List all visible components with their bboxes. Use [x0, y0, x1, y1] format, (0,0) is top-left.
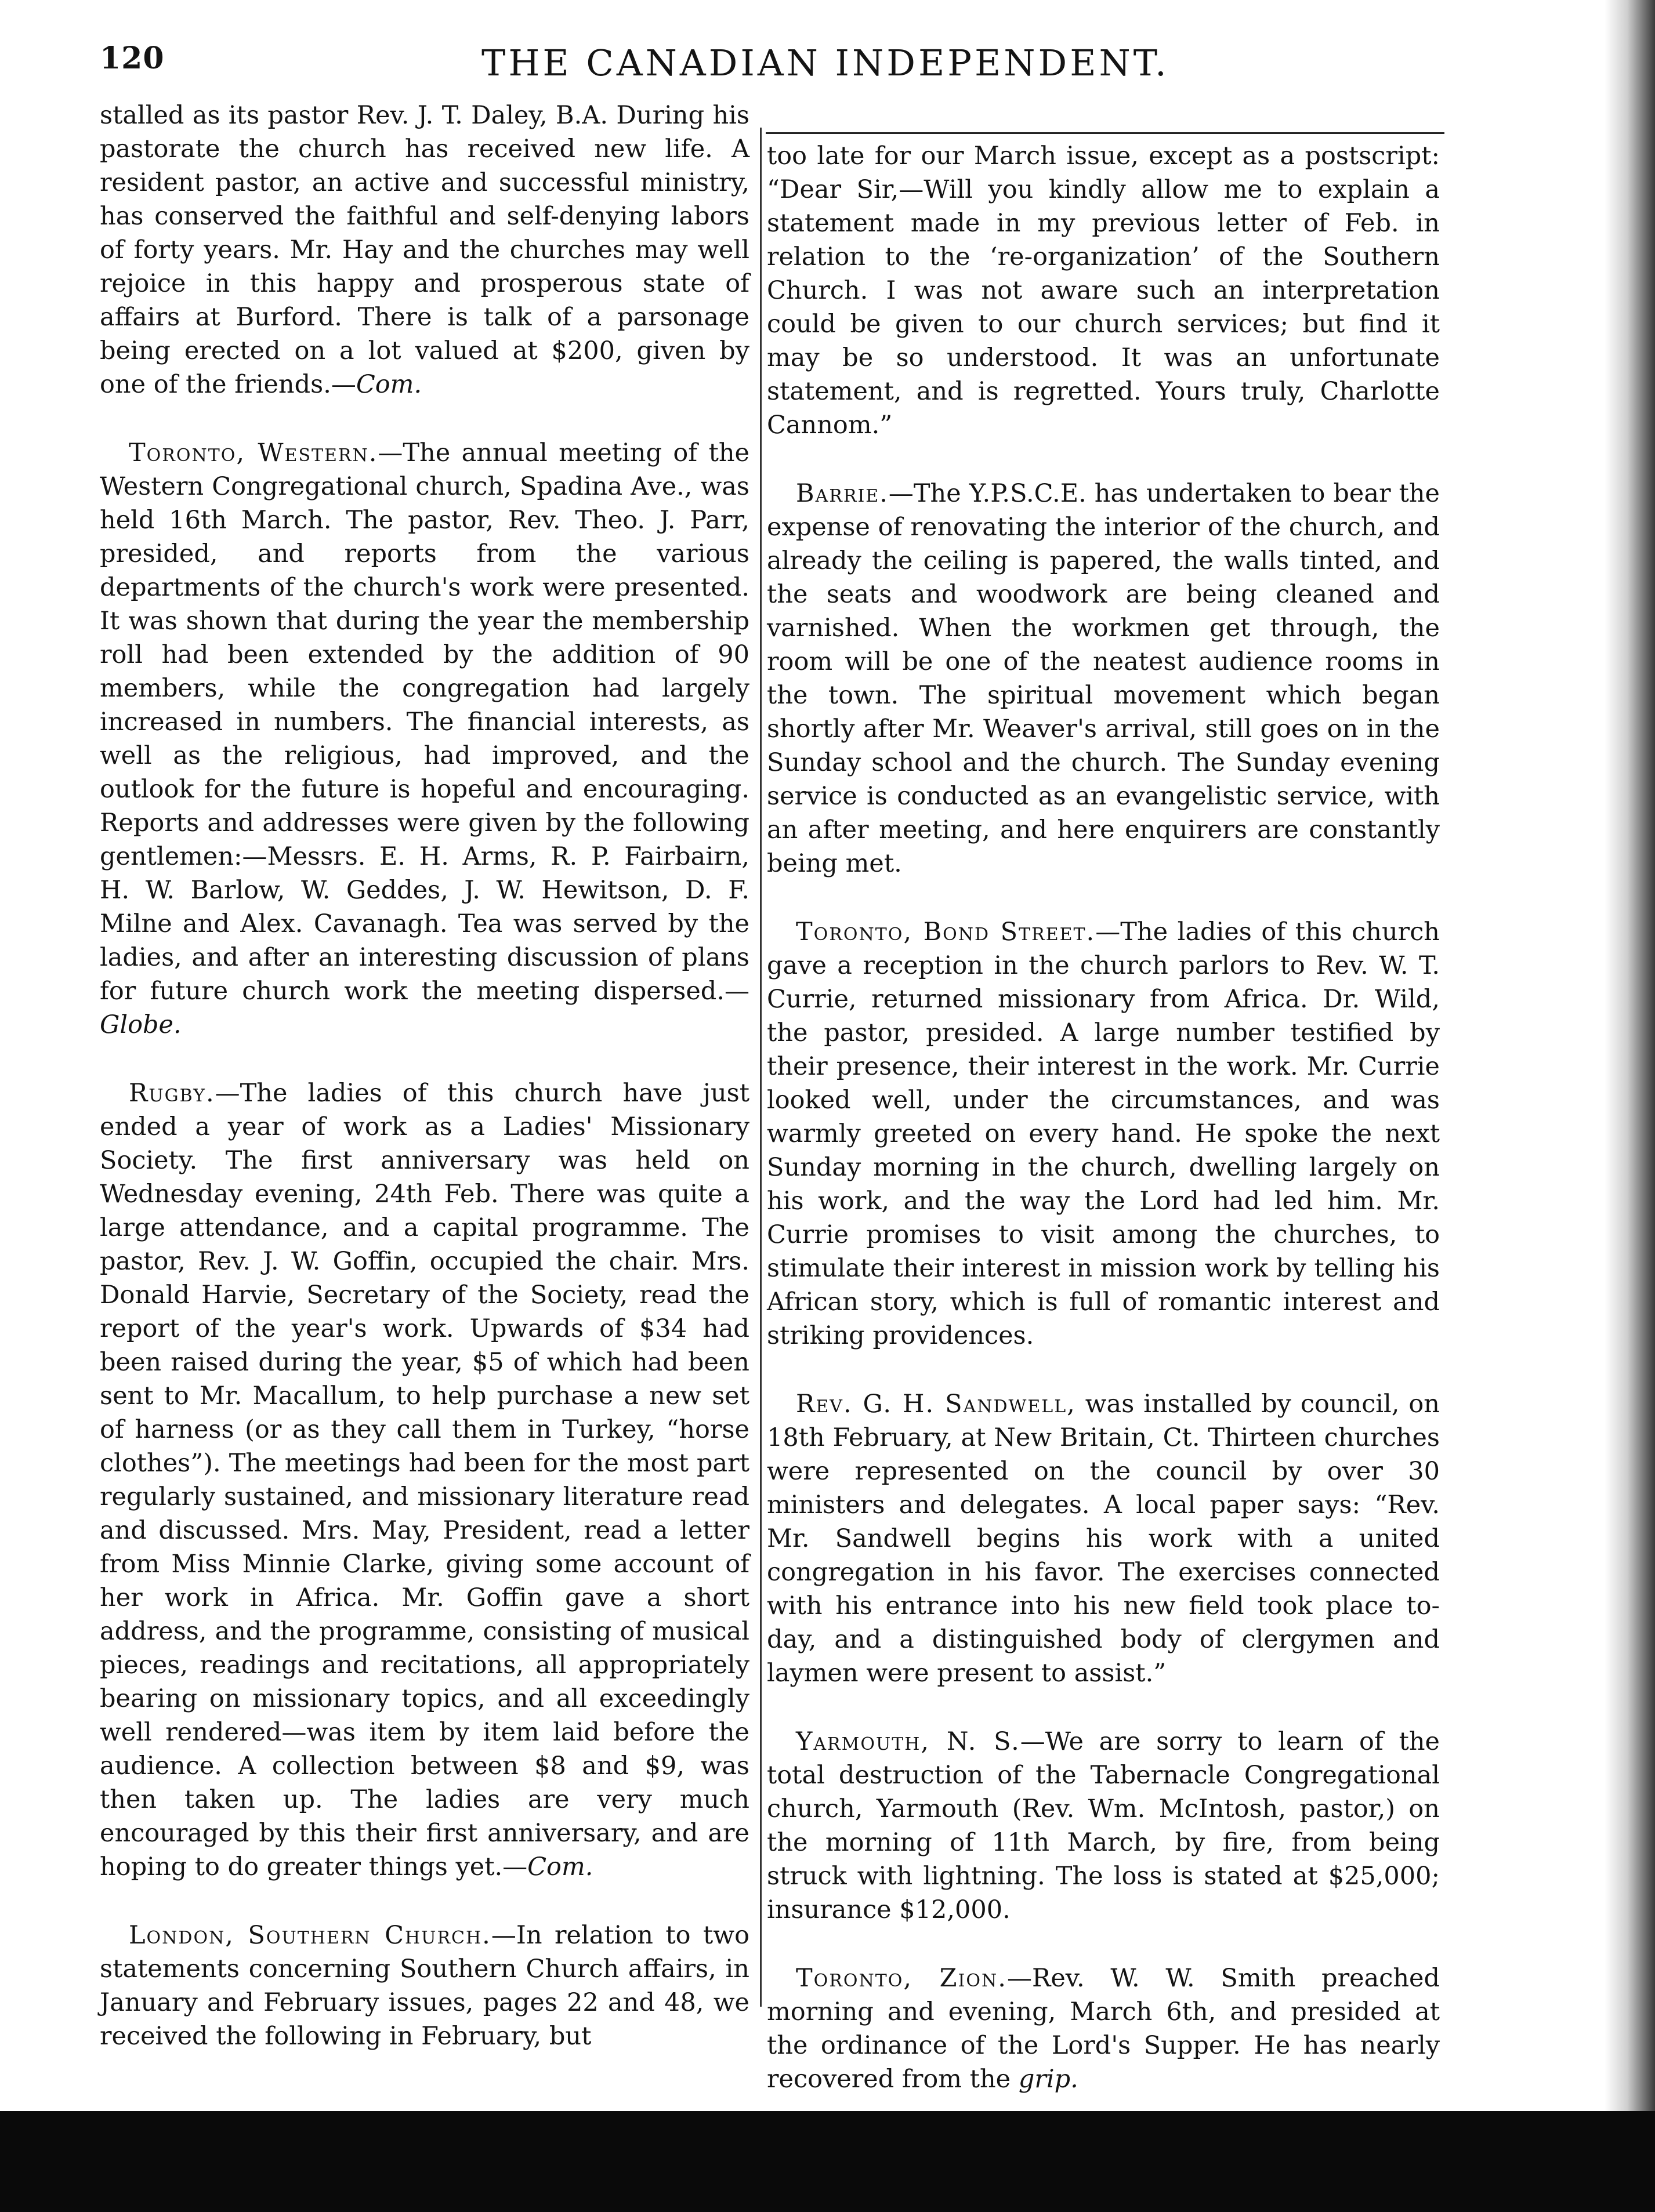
article-body — [767, 915, 1440, 1352]
right-column — [767, 139, 1440, 2131]
article — [767, 139, 1440, 442]
article-heading: Rugby. — [129, 1079, 215, 1108]
article-heading: Barrie. — [796, 479, 889, 508]
article — [767, 477, 1440, 880]
article-text: —The Y.P.S.C.E. has undertaken to bear the expense of renovating the interior of the church, and already the ceiling is papered, the walls tinted, and the seats and woodwork are being cleaned and varnished. When the workmen get through, the room will be one of the neatest audience rooms in the town. The spiritual movement which began shortly after Mr. Weaver's arrival, still goes on in the Sunday school and the church. The Sunday evening service is conducted as an evangelistic service, with an after meeting, and here enquirers are constantly being met. — [767, 479, 1440, 878]
article-text: too late for our March issue, except as a postscript: “Dear Sir,—Will you kindly allow me to explain a statement made in my previous letter of Feb. in relation to the ‘re-organization’ of the Southern Church. I was not aware such an interpretation could be given to our church services; but find it may be so understood. It was an unfortunate statement, and is regretted. Yours truly, Charlotte Cannom.” — [767, 142, 1440, 440]
article-text: —The ladies of this church gave a reception in the church parlors to Rev. W. T. Currie, returned missionary from Africa. Dr. Wild, the pastor, presided. A large number testified by their presence, their interest in the work. Mr. Currie looked well, under the circumstances, and was warmly greeted on every hand. He spoke the next Sunday morning in the church, dwelling largely on his work, and the way the Lord had led him. Mr. Currie promises to visit among the churches, to stimulate their interest in mission work by telling his African story, which is full of romantic interest and striking providences. — [767, 918, 1440, 1350]
article-heading: London, Southern Church. — [129, 1921, 491, 1950]
article-body — [100, 436, 749, 1042]
article-text: —The ladies of this church have just ended a year of work as a Ladies' Missionary Society. The first anniversary was held on Wednesday evening, 24th Feb. There was quite a large attendance, and a capital programme. The pastor, Rev. J. W. Goffin, occupied the chair. Mrs. Donald Harvie, Secretary of the Society, read the report of the year's work. Upwards of $34 had been raised during the year, $5 of which had been sent to Mr. Macallum, to help purchase a new set of harness (or as they call them in Turkey, “horse clothes”). The meetings had been for the most part regularly sustained, and missionary literature read and discussed. Mrs. May, President, read a letter from Miss Minnie Clarke, giving some account of her work in Africa. Mr. Goffin gave a short address, and the programme, consisting of musical pieces, readings and recitations, all appropriately bearing on missionary topics, and all exceedingly well rendered—was item by item laid before the audience. A collection between $8 and $9, was then taken up. The ladies are very much encouraged by this their first anniversary, and are hoping to do greater things yet.— — [100, 1079, 749, 1881]
article-heading: Yarmouth, N. S. — [796, 1727, 1020, 1756]
article — [767, 915, 1440, 1352]
article-byline: Com. — [527, 1852, 593, 1881]
article-body — [767, 1961, 1440, 2096]
article — [767, 1725, 1440, 1927]
page-number: 120 — [100, 41, 165, 76]
article-body — [767, 1387, 1440, 1690]
article-text: —Rev. W. W. Smith preached morning and evening, March 6th, and presided at the ordinance of the Lord's Supper. He has nearly recovered from the — [767, 1964, 1440, 2094]
article-text: —The annual meeting of the Western Congregational church, Spadina Ave., was held 16th March. The pastor, Rev. Theo. J. Parr, presided, and reports from the various departments of the church's work were presented. It was shown that during the year the membership roll had been extended by the addition of 90 members, while the congregation had largely increased in numbers. The financial interests, as well as the religious, had improved, and the outlook for the future is hopeful and encouraging. Reports and addresses were given by the following gentlemen:—Messrs. E. H. Arms, R. P. Fairbairn, H. W. Barlow, W. Geddes, J. W. Hewitson, D. F. Milne and Alex. Cavanagh. Tea was served by the ladies, and after an interesting discussion of plans for future church work the meeting dispersed.— — [100, 438, 749, 1006]
article-body — [767, 477, 1440, 880]
column-divider — [760, 128, 762, 2007]
article-text: —In relation to two statements concerning Southern Church affairs, in January and February issues, pages 22 and 48, we received the following in February, but — [100, 1921, 749, 2051]
article — [767, 1387, 1440, 1690]
header-rule — [766, 132, 1444, 134]
page-edge-shadow — [1543, 0, 1655, 2212]
article-body — [767, 139, 1440, 442]
article — [100, 1076, 749, 1884]
left-column — [100, 99, 749, 2088]
scan-bottom-band — [0, 2111, 1655, 2212]
article-text: was installed by council, on 18th February, at New Britain, Ct. Thirteen churches were represented on the council by over 30 ministers and delegates. A local paper says: “Rev. Mr. Sandwell begins his work with a united congregation in his favor. The exercises connected with his entrance into his new field took place to-day, and a distinguished body of clergymen and laymen were present to assist.” — [767, 1390, 1440, 1688]
article-body — [767, 1725, 1440, 1927]
article-heading: Toronto, Zion. — [796, 1964, 1007, 1993]
article-body — [100, 99, 749, 401]
article-heading: Toronto, Western. — [129, 438, 378, 467]
article-body — [100, 1076, 749, 1884]
article-body — [100, 1919, 749, 2053]
article — [100, 99, 749, 401]
article — [100, 436, 749, 1042]
running-head: THE CANADIAN INDEPENDENT. — [481, 42, 1169, 84]
article-text: stalled as its pastor Rev. J. T. Daley, B.A. During his pastorate the church has received new life. A resident pastor, an active and successful ministry, has conserved the faithful and self-denying labors of forty years. Mr. Hay and the churches may well rejoice in this happy and prosperous state of affairs at Burford. There is talk of a parsonage being erected on a lot valued at $200, given by one of the friends.— — [100, 101, 749, 399]
article — [100, 1919, 749, 2053]
article-text: —We are sorry to learn of the total destruction of the Tabernacle Congregational church, Yarmouth (Rev. Wm. McIntosh, pastor,) on the morning of 11th March, by fire, from being struck with lightning. The loss is stated at $25,000; insurance $12,000. — [767, 1727, 1440, 1924]
article-heading: Rev. G. H. Sandwell, — [796, 1390, 1076, 1419]
article-byline: grip. — [1018, 2065, 1078, 2094]
article-byline: Com. — [356, 370, 422, 399]
article-byline: Globe. — [100, 1010, 182, 1039]
article-heading: Toronto, Bond Street. — [796, 918, 1096, 947]
article — [767, 1961, 1440, 2096]
